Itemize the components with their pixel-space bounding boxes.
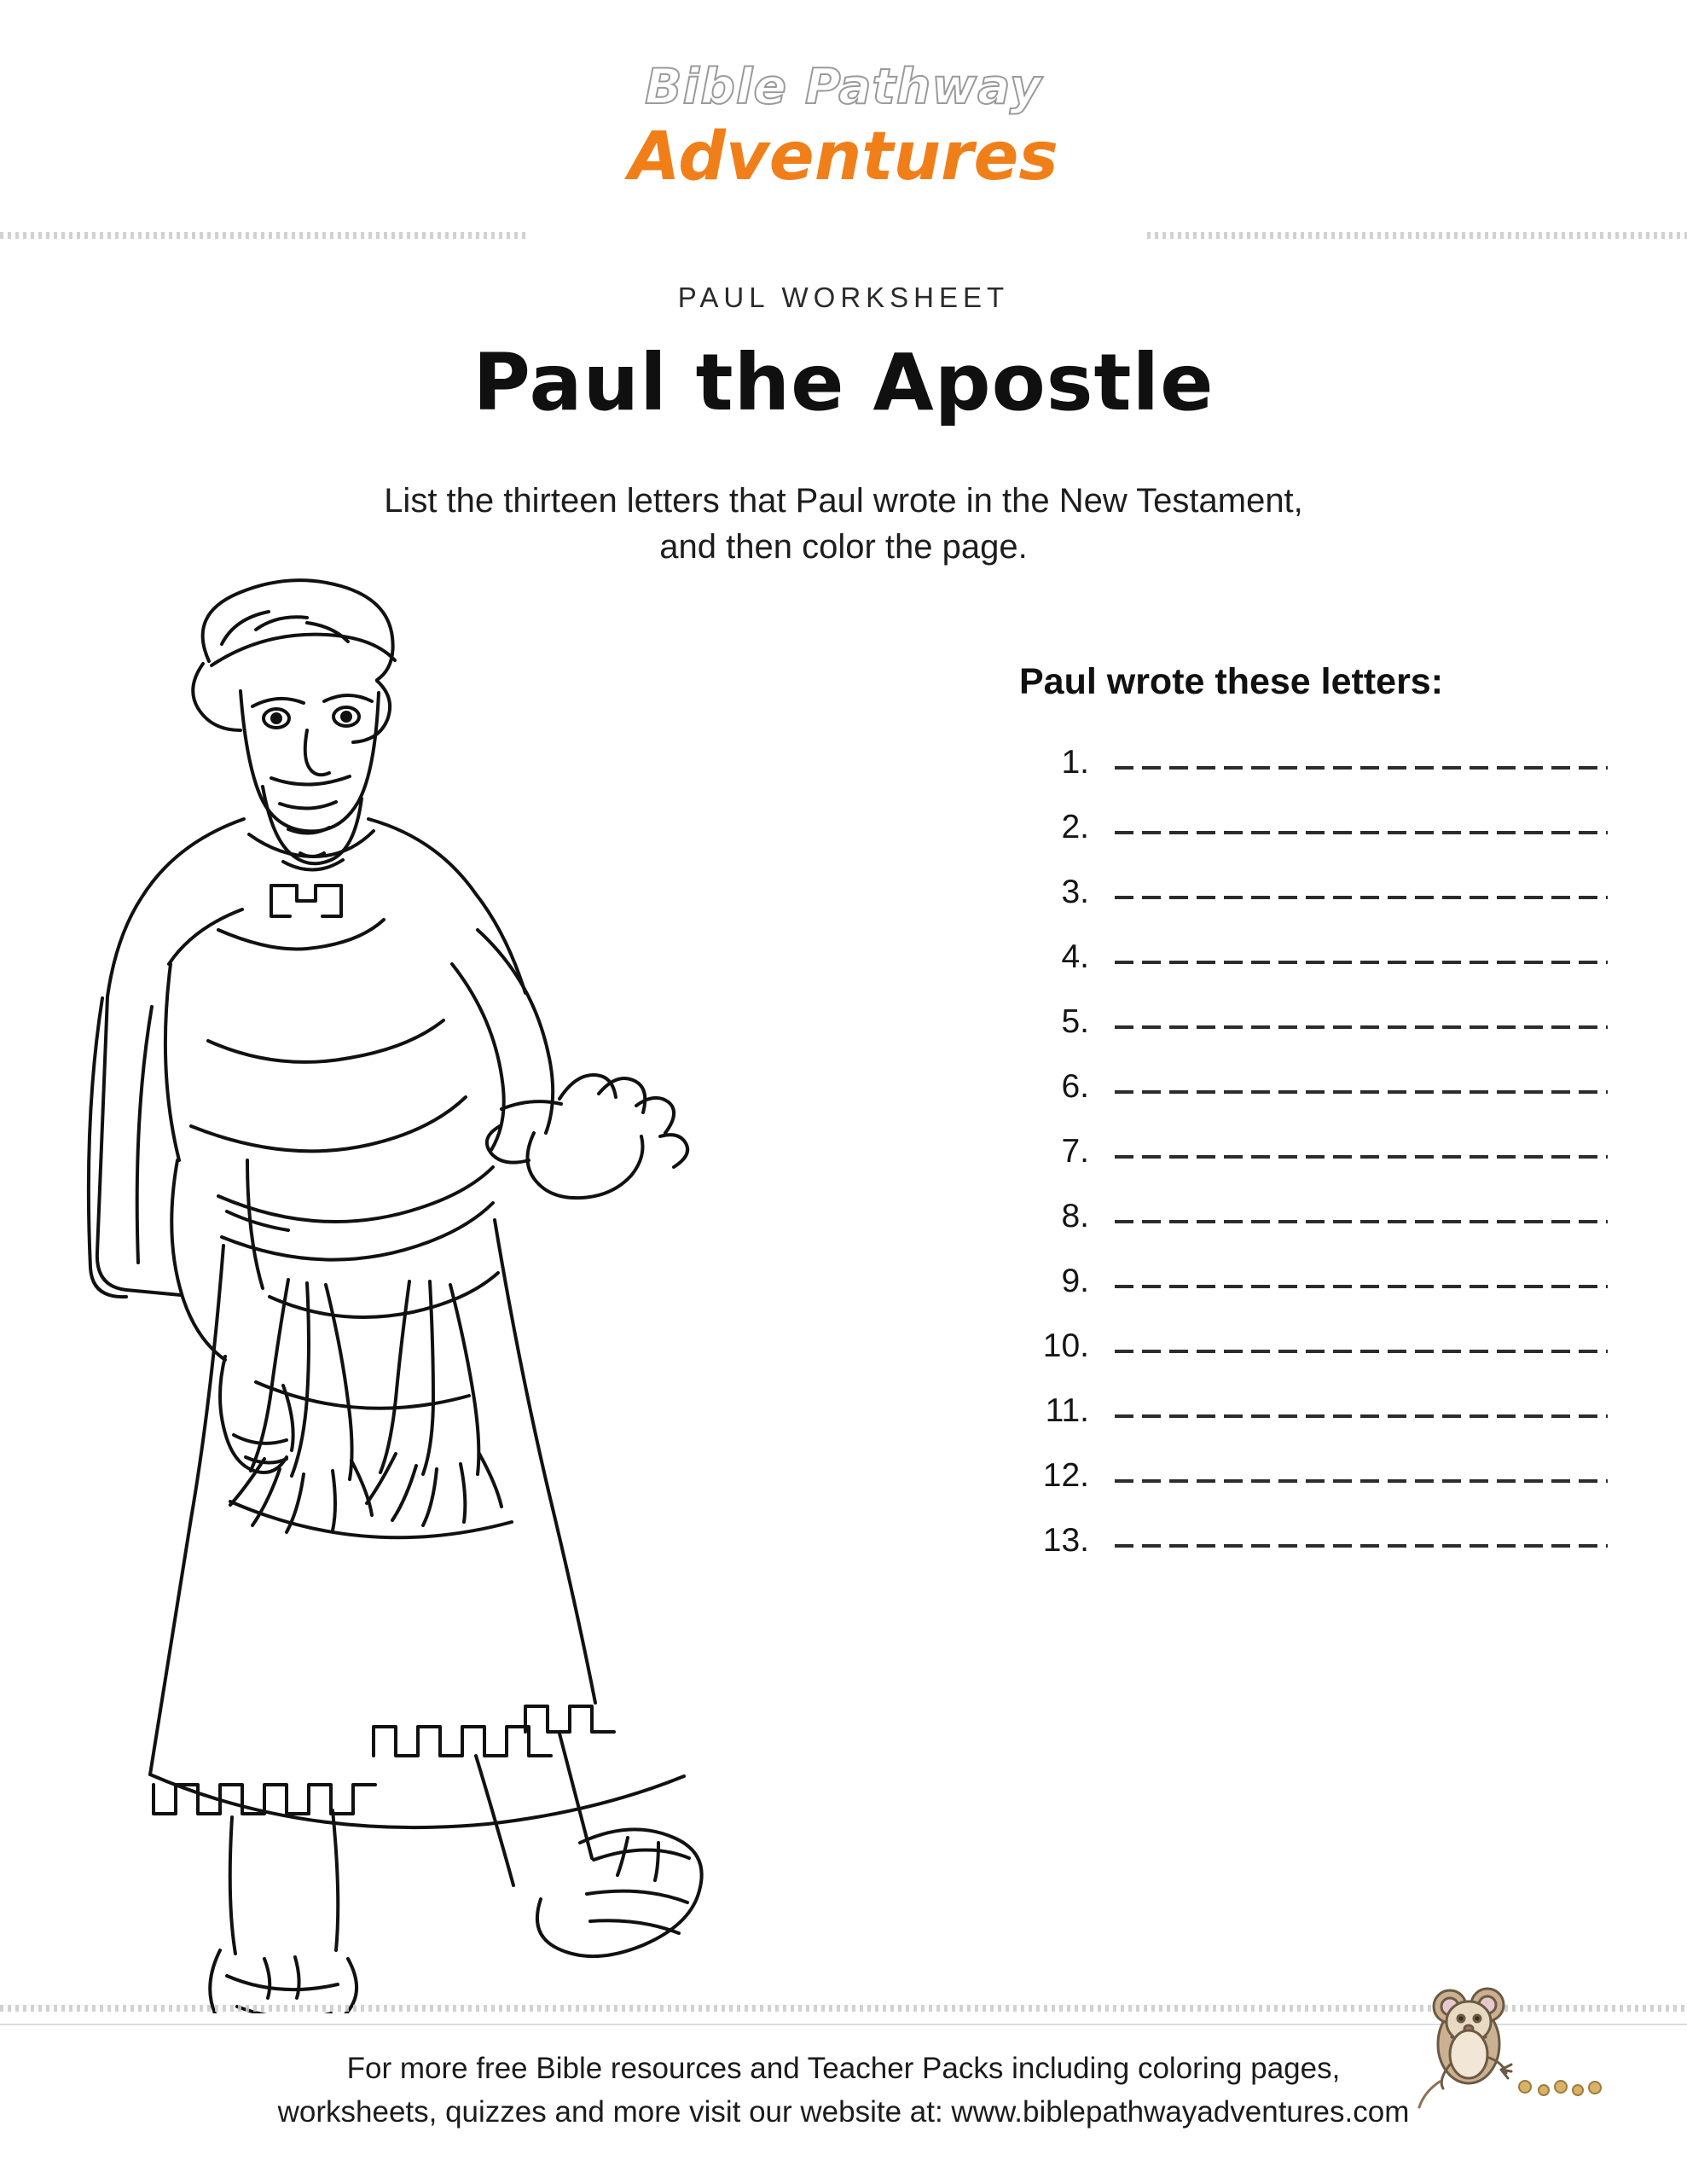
answer-input-5[interactable] <box>1115 1007 1608 1032</box>
answer-row[interactable] <box>1011 1392 1608 1457</box>
answer-row[interactable] <box>1011 1327 1608 1392</box>
answer-input-4[interactable] <box>1115 942 1608 967</box>
answer-number: 10. <box>1042 1327 1089 1364</box>
answer-row[interactable] <box>1011 809 1608 874</box>
instructions-line-2: and then color the page. <box>659 528 1028 566</box>
answer-number: 5. <box>1061 1003 1089 1040</box>
paul-illustration <box>51 563 955 2013</box>
answer-input-9[interactable] <box>1115 1266 1608 1292</box>
answer-row[interactable] <box>1011 874 1608 938</box>
paul-body-group <box>89 819 702 2013</box>
answer-input-13[interactable] <box>1115 1525 1608 1551</box>
footer-line-1: For more free Bible resources and Teacher Packs including coloring pages, <box>346 2052 1341 2085</box>
divider-dotted-left <box>0 232 529 239</box>
answer-input-2[interactable] <box>1115 812 1608 838</box>
answer-input-10[interactable] <box>1115 1331 1608 1356</box>
answer-input-3[interactable] <box>1115 877 1608 903</box>
answers-heading: Paul wrote these letters: <box>1019 661 1444 702</box>
answer-row[interactable] <box>1011 744 1608 809</box>
answer-number: 12. <box>1042 1457 1089 1494</box>
answers-panel <box>1011 661 1608 1587</box>
answer-number: 8. <box>1061 1198 1089 1234</box>
answer-number: 2. <box>1061 809 1089 845</box>
brand-line-1: Bible Pathway <box>645 59 1042 115</box>
answer-number: 6. <box>1061 1068 1089 1105</box>
answer-input-7[interactable] <box>1115 1136 1608 1162</box>
answer-row[interactable] <box>1011 1003 1608 1068</box>
answer-row[interactable] <box>1011 1457 1608 1522</box>
answer-input-8[interactable] <box>1115 1201 1608 1227</box>
answer-row[interactable] <box>1011 938 1608 1003</box>
instructions-line-1: List the thirteen letters that Paul wrote in the New Testament, <box>384 482 1303 520</box>
brand-line-2: Adventures <box>629 119 1058 195</box>
answer-row[interactable] <box>1011 1133 1608 1198</box>
divider-dotted-right <box>1147 232 1687 239</box>
answer-input-6[interactable] <box>1115 1072 1608 1097</box>
page-kicker: PAUL WORKSHEET <box>677 282 1010 313</box>
answer-number: 7. <box>1061 1133 1089 1170</box>
answer-input-1[interactable] <box>1115 747 1608 773</box>
paul-head-group <box>193 580 395 863</box>
page-instructions <box>0 478 1687 570</box>
footer-line-2: worksheets, quizzes and more visit our website at: www.biblepathwayadventures.com <box>277 2094 1410 2129</box>
answer-row[interactable] <box>1011 1068 1608 1133</box>
page-title: Paul the Apostle <box>472 337 1215 428</box>
answer-number: 1. <box>1061 744 1089 781</box>
answer-number: 13. <box>1042 1522 1089 1559</box>
answer-input-12[interactable] <box>1115 1461 1608 1486</box>
answer-row[interactable] <box>1011 1198 1608 1263</box>
footer-text <box>0 2048 1687 2135</box>
brand-header <box>0 59 1687 195</box>
answer-input-11[interactable] <box>1115 1396 1608 1421</box>
answer-row[interactable] <box>1011 1522 1608 1587</box>
answer-number: 4. <box>1061 938 1089 975</box>
answer-number: 11. <box>1045 1392 1089 1429</box>
answer-number: 9. <box>1061 1263 1089 1299</box>
answer-number: 3. <box>1061 874 1089 910</box>
answer-row[interactable] <box>1011 1263 1608 1327</box>
